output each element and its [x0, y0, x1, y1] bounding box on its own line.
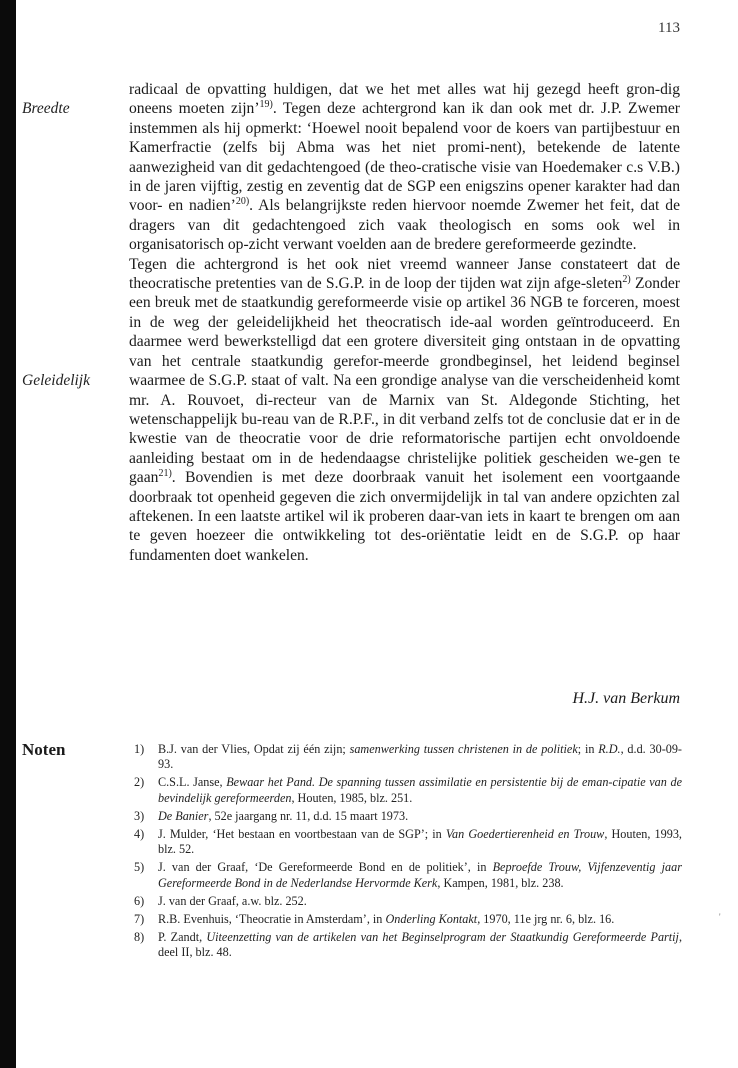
- paragraph: radicaal de opvatting huldigen, dat we het met alles wat hij gezegd heeft gron-dig oneens moeten zijn’$^{19)}$. Tegen deze achtergrond kan ik dan ook met dr. J.P. Zwemer instemmen als hij opmerkt: ‘Hoewel nooit bepalend voor de koers van partijbestuur en Kamerfractie (zelfs bij Abma was het niet promi-nent), betekende de latente aanwezigheid van dit gedachtengoed (de theo-cratische visie van Hoedemaker c.s V.B.) in de jaren vijftig, zestig en zeventig dat de SGP een enigszins opener karakter had dan voor- en nadien’$^{20)}$. Als belangrijkste reden hiervoor noemde Zwemer het feit, dat de dragers van dit gedachtengoed zich vaak theologisch en soms ook wel in organisatorisch op-zicht verwant voelden aan de bredere gereformeerde gezindte.: [129, 81, 681, 254]
- margin-note-breedte: Breedte: [22, 100, 70, 117]
- paragraph: Tegen die achtergrond is het ook niet vreemd wanneer Janse constateert dat de theocratische pretenties van de S.G.P. in de loop der tijden wat zijn afge-sleten$^{2)}$ Zonder een breuk met de staatkundig gereformeerde visie op artikel 36 NGB te forceren, moest in de weg der geleidelijkheid het theocratisch ide-aal worden geïntroduceerd. En daarmee werd bewerkstelligd dat een grotere diversiteit ging ontstaan in de opvatting van het centrale staatkundig gerefor-meerde grondbeginsel, het leidend beginsel waarmee de S.G.P. staat of valt. Na een grondige analyse van die verscheidenheid komt mr. A. Rouvoet, di-recteur van de Marnix van St. Aldegonde Stichting, het wetenschappelijk bu-reau van de R.P.F., in dit verband zelfs tot de conclusie dat er in de kwestie van de theocratie voor de drie reformatorische partijen echt onvoldoende aanleiding bestaat om in de hedendaagse christelijke politiek gescheiden we-gen te gaan$^{21)}$. Bovendien is met deze doorbraak vanuit het isolement een voortgaande doorbraak tot openheid gegeven die zich onvermijdelijk in tal van andere opzichten zal aftekenen. In een laatste artikel wil ik proberen daar-van iets in kaart te brengen om aan te geven hoezeer die ontwikkeling tot des-oriëntatie leidt en de S.G.P. op haar fundamenten doet wankelen.: [129, 255, 680, 564]
- body-text: [129, 80, 680, 565]
- note-item: 2) C.S.L. Janse, Bewaar het Pand. De spanning tussen assimilatie en persistentie bij de eman-cipatie van de bevindelijk gereformeerden, Houten, 1985, blz. 251.: [134, 775, 683, 805]
- note-item: 3) De Banier, 52e jaargang nr. 11, d.d. 15 maart 1973.: [134, 808, 409, 823]
- binding-edge: [0, 0, 16, 1068]
- note-item: 6) J. van der Graaf, a.w. blz. 252.: [134, 893, 307, 908]
- footnote-ref: 20): [235, 196, 250, 208]
- notes-heading: Noten: [22, 740, 66, 759]
- footnote-ref: 21): [158, 468, 172, 480]
- notes-list: [126, 742, 682, 964]
- note-item: 7) R.B. Evenhuis, ‘Theocratie in Amsterdam’, in Onderling Kontakt, 1970, 11e jrg nr. 6, blz. 16.: [134, 912, 615, 927]
- author-signature: H.J. van Berkum: [572, 690, 680, 707]
- footnote-ref: 19): [259, 99, 273, 111]
- note-item: 5) J. van der Graaf, ‘De Gereformeerde Bond en de politiek’, in Beproefde Trouw, Vijfenzeventig jaar Gereformeerde Bond in de Nederlandse Hervormde Kerk, Kampen, 1981, blz. 238.: [134, 860, 682, 890]
- edge-mark: ': [719, 912, 721, 922]
- footnote-ref: 2): [622, 274, 631, 286]
- note-item: 1) B.J. van der Vlies, Opdat zij één zijn; samenwerking tussen christenen in de politiek; in R.D., d.d. 30-09-93.: [134, 742, 682, 772]
- note-item: 4) J. Mulder, ‘Het bestaan en voortbestaan van de SGP’; in Van Goedertierenheid en Trouw, Houten, 1993, blz. 52.: [134, 827, 682, 857]
- note-item: 8) P. Zandt, Uiteenzetting van de artikelen van het Beginselprogram der Staatkundig Gereformeerde Partij, deel II, blz. 48.: [134, 930, 682, 960]
- page-number: 113: [658, 20, 680, 36]
- margin-note-geleidelijk: Geleidelijk: [22, 372, 90, 389]
